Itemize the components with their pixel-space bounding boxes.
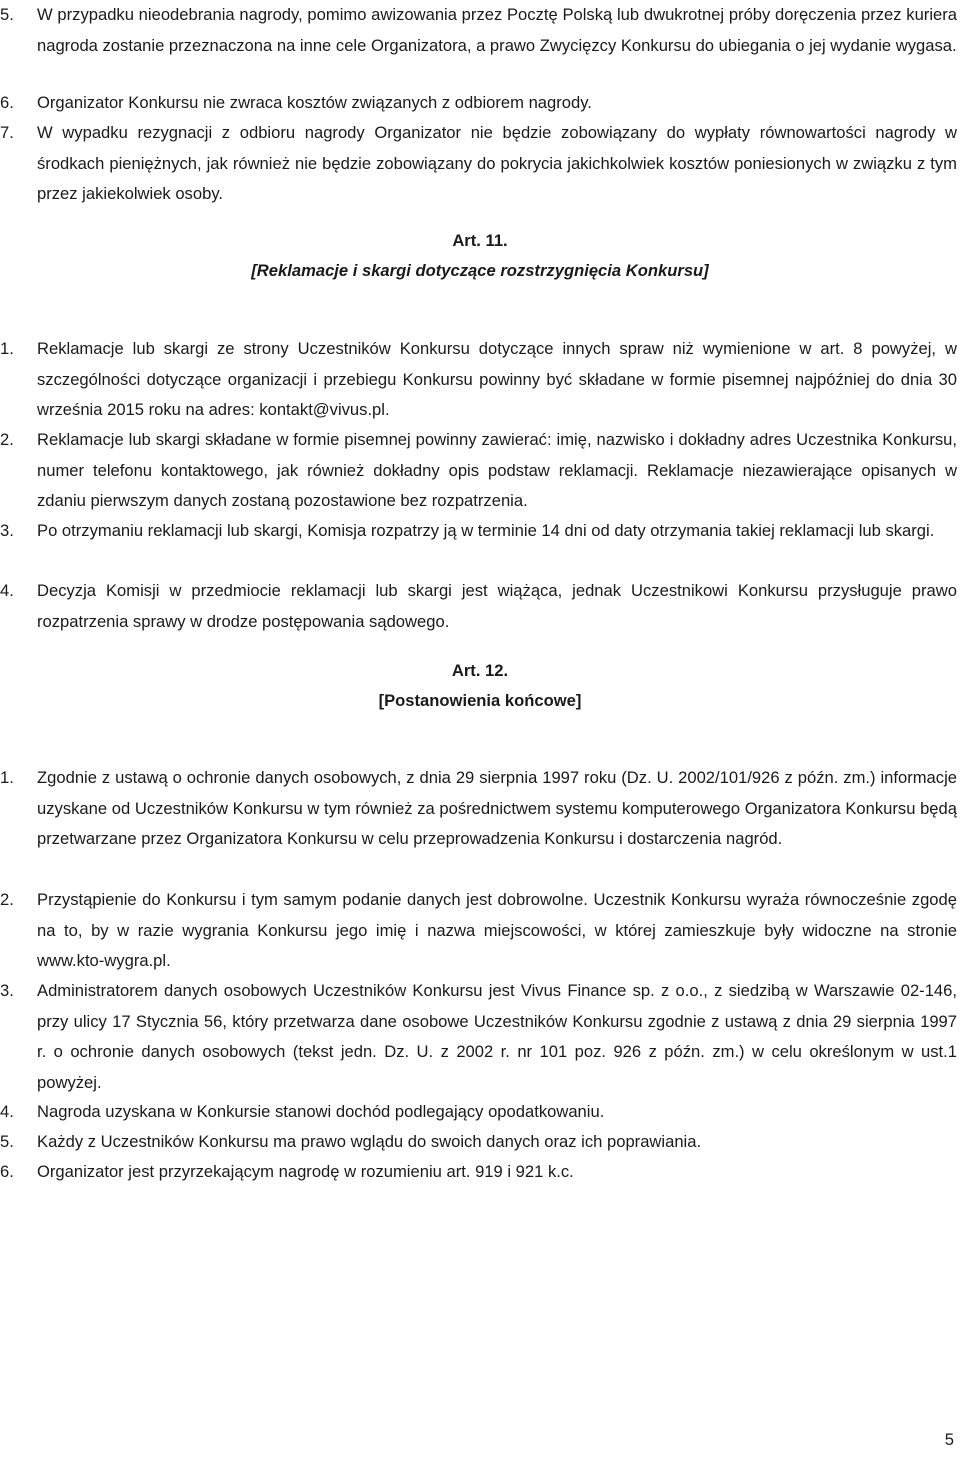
list-item	[0, 516, 957, 547]
list-item-text: Organizator Konkursu nie zwraca kosztów związanych z odbiorem nagrody.	[37, 93, 592, 112]
list-item-number: 5.	[0, 5, 14, 24]
list-item-number: 6.	[0, 1162, 14, 1181]
list-item-text: Każdy z Uczestników Konkursu ma prawo wglądu do swoich danych oraz ich poprawiania.	[37, 1132, 702, 1151]
list-item-number: 2.	[0, 430, 14, 449]
list-item-number: 7.	[0, 123, 14, 142]
list-item-text: Reklamacje lub skargi składane w formie pisemnej powinny zawierać: imię, nazwisko i dokładny adres Uczestnika Konkursu, numer telefonu kontaktowego, jak również dokładny opis podstaw reklamacji. Reklamacje niezawierające opisanych w zdaniu pierwszym danych zostaną pozostawione bez rozpatrzenia.	[37, 430, 957, 510]
list-item-number: 4.	[0, 1102, 14, 1121]
list-item-number: 1.	[0, 768, 14, 787]
list-item-text: Po otrzymaniu reklamacji lub skargi, Komisja rozpatrzy ją w terminie 14 dni od daty otrzymania takiej reklamacji lub skargi.	[37, 521, 935, 540]
list-item	[0, 1157, 957, 1188]
list-item	[0, 118, 957, 210]
list-item-text: Organizator jest przyrzekającym nagrodę w rozumieniu art. 919 i 921 k.c.	[37, 1162, 574, 1181]
list-item-text: Zgodnie z ustawą o ochronie danych osobowych, z dnia 29 sierpnia 1997 roku (Dz. U. 2002/101/926 z późn. zm.) informacje uzyskane od Uczestników Konkursu w tym również za pośrednictwem systemu komputerowego Organizatora Konkursu będą przetwarzane przez Organizatora Konkursu w celu przeprowadzenia Konkursu i dostarczenia nagród.	[37, 768, 957, 848]
list-item	[0, 334, 957, 426]
list-item	[0, 976, 957, 1098]
article-title: Art. 11.	[452, 231, 508, 250]
list-item-number: 4.	[0, 581, 14, 600]
article-subtitle: [Reklamacje i skargi dotyczące rozstrzygnięcia Konkursu]	[251, 261, 709, 280]
list-item	[0, 0, 957, 61]
list-item	[0, 763, 957, 855]
article-subtitle: [Postanowienia końcowe]	[378, 691, 582, 710]
list-item-number: 3.	[0, 981, 14, 1000]
list-item-text: Administratorem danych osobowych Uczestników Konkursu jest Vivus Finance sp. z o.o., z siedzibą w Warszawie 02-146, przy ulicy 17 Stycznia 56, który przetwarza dane osobowe Uczestników Konkursu zgodnie z ustawą z dnia 29 sierpnia 1997 r. o ochronie danych osobowych (tekst jedn. Dz. U. z 2002 r. nr 101 poz. 926 z późn. zm.) w celu określonym w ust.1 powyżej.	[37, 981, 957, 1092]
list-item-text: Decyzja Komisji w przedmiocie reklamacji lub skargi jest wiążąca, jednak Uczestnikowi Konkursu przysługuje prawo rozpatrzenia sprawy w drodze postępowania sądowego.	[37, 581, 957, 631]
list-item-number: 3.	[0, 521, 14, 540]
list-item	[0, 576, 957, 637]
page-number: 5	[944, 1430, 954, 1449]
list-item-text: W przypadku nieodebrania nagrody, pomimo awizowania przez Pocztę Polską lub dwukrotnej próby doręczenia przez kuriera nagroda zostanie przeznaczona na inne cele Organizatora, a prawo Zwycięzcy Konkursu do ubiegania o jej wydanie wygasa.	[37, 5, 957, 55]
list-item-text: Reklamacje lub skargi ze strony Uczestników Konkursu dotyczące innych spraw niż wymienione w art. 8 powyżej, w szczególności dotyczące organizacji i przebiegu Konkursu powinny być składane w formie pisemnej najpóźniej do dnia 30 września 2015 roku na adres: kontakt@vivus.pl.	[37, 339, 957, 419]
list-item	[0, 425, 957, 517]
article-title: Art. 12.	[451, 661, 509, 680]
list-item-text: W wypadku rezygnacji z odbioru nagrody Organizator nie będzie zobowiązany do wypłaty równowartości nagrody w środkach pieniężnych, jak również nie będzie zobowiązany do pokrycia jakichkolwiek kosztów poniesionych w związku z tym przez jakiekolwiek osoby.	[37, 123, 957, 203]
list-item	[0, 1097, 957, 1128]
list-item	[0, 885, 957, 977]
list-item-number: 6.	[0, 93, 14, 112]
list-item	[0, 88, 957, 119]
list-item-text: Nagroda uzyskana w Konkursie stanowi dochód podlegający opodatkowaniu.	[37, 1102, 605, 1121]
list-item-number: 5.	[0, 1132, 14, 1151]
list-item-number: 2.	[0, 890, 14, 909]
list-item-number: 1.	[0, 339, 14, 358]
list-item	[0, 1127, 957, 1158]
list-item-text: Przystąpienie do Konkursu i tym samym podanie danych jest dobrowolne. Uczestnik Konkursu wyraża równocześnie zgodę na to, by w razie wygrania Konkursu jego imię i nazwa miejscowości, w której zamieszkuje były widoczne na stronie www.kto-wygra.pl.	[37, 890, 957, 970]
